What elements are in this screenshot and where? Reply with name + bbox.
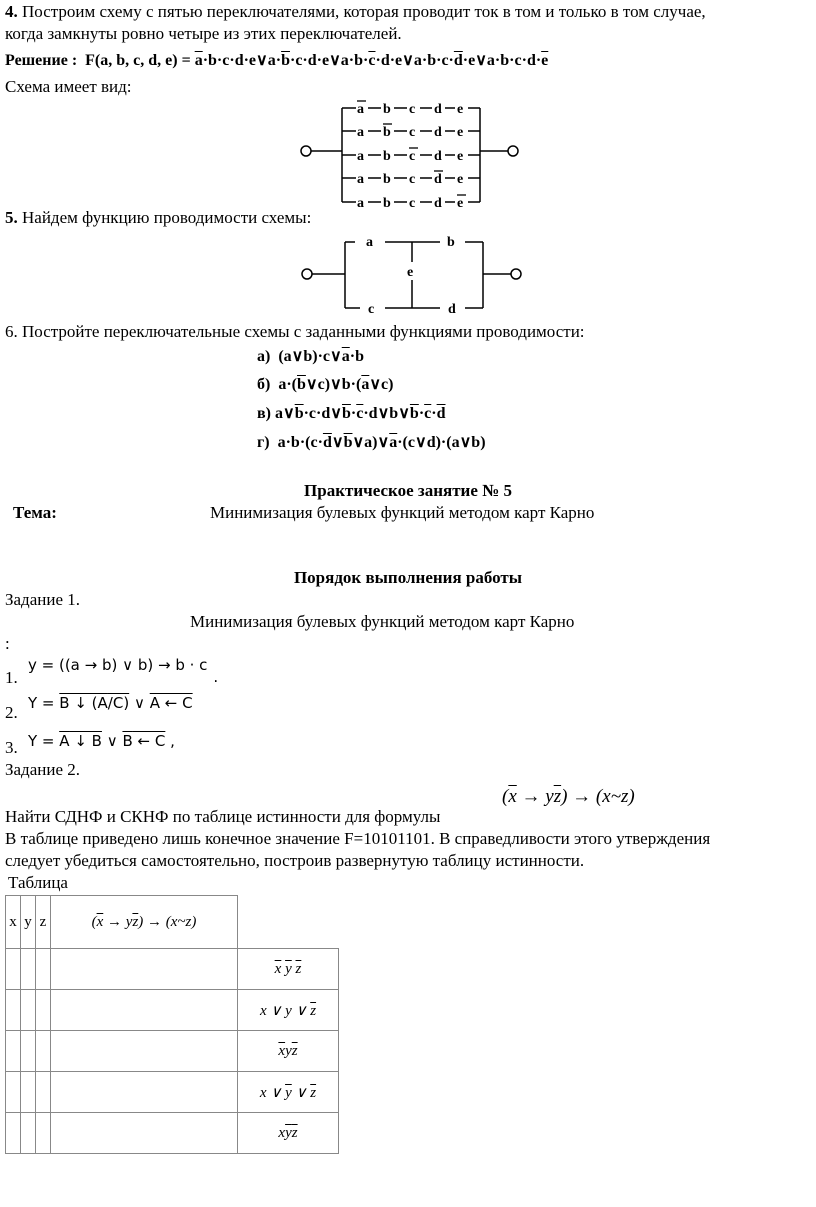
term-cell: x ∨ $\overline{y}$ ∨ $\overline{z}$ <box>238 1072 339 1113</box>
term-cell: $\overline{x}$ $\overline{y}$ $\overline{z}$ <box>238 949 339 990</box>
item6-formula-d: г) $a\cdot b\cdot(c\cdot\overline{d}\vee\overline{b}\vee a)\vee\overline{a}\cdot(c\vee d)\cdot(a\vee b)$ <box>257 434 486 451</box>
truth-table <box>5 895 339 1154</box>
table-row <box>6 1031 339 1072</box>
table-row <box>6 990 339 1031</box>
scheme1-switch-label: b <box>383 125 391 140</box>
scheme1-switch-label: b <box>383 172 391 187</box>
item6-label-a: а) <box>257 348 271 365</box>
header-formula: $(\overline{x} \to y\overline{z})$ → (x~z) <box>51 896 238 949</box>
task2-line3: следует убедиться самостоятельно, построив развернутую таблицу истинности. <box>5 851 585 870</box>
scheme1-switch-label: c <box>409 149 416 164</box>
practical-title: Практическое занятие № 5 <box>304 481 512 500</box>
item4-text-line1: Построим схему с пятью переключателями, которая проводит ток в том и только в том случае, <box>22 2 706 21</box>
scheme2-label-b: b <box>447 235 455 250</box>
scheme1-switch-label: c <box>409 125 416 140</box>
header-y: y <box>21 896 36 949</box>
scheme1-switch-label: b <box>383 196 391 211</box>
scheme1-switch-label: b <box>383 149 391 164</box>
procedure-heading: Порядок выполнения работы <box>293 568 523 587</box>
table-header-row <box>6 896 339 949</box>
scheme1-switch-label: d <box>434 196 442 211</box>
task1-colon: : <box>5 634 10 653</box>
table-caption: Таблица <box>8 873 68 892</box>
scheme1-switch-label: e <box>457 196 464 211</box>
term-cell: $\overline{x}y\overline{z}$ <box>238 1031 339 1072</box>
task1-item3-num: 3. <box>5 738 18 757</box>
task1-title: Минимизация булевых функций методом карт Карно <box>190 612 575 631</box>
scheme2-label-a: a <box>366 235 373 250</box>
item4-text-line2: когда замкнуты ровно четыре из этих переключателей. <box>5 24 402 43</box>
scheme2-label-c: c <box>368 302 375 317</box>
task1-item1-num: 1. <box>5 668 18 687</box>
header-z: z <box>36 896 51 949</box>
topic-label: Тема: <box>13 503 57 522</box>
item5-line <box>5 208 311 228</box>
scheme1-switch-label: c <box>409 172 416 187</box>
scheme1-switch-label: a <box>357 196 364 211</box>
item6-label-c: в) <box>257 405 271 422</box>
scheme1-switch-label: a <box>357 149 364 164</box>
scheme1-switch-label: c <box>409 102 416 117</box>
item5-number: 5. <box>5 208 18 227</box>
solution-formula-lhs: F(a, b, c, d, e) = <box>85 52 191 69</box>
table-row <box>6 1072 339 1113</box>
scheme1-right-terminal <box>508 146 518 156</box>
scheme-intro: Схема имеет вид: <box>5 77 132 96</box>
task1-item2-num: 2. <box>5 703 18 722</box>
scheme1-switch-label: c <box>409 196 416 211</box>
term-cell: $x\overline{y}\overline{z}$ <box>238 1113 339 1154</box>
scheme1-switch-label: e <box>457 149 464 164</box>
scheme1-switch-label: d <box>434 149 442 164</box>
task2-line1: Найти СДНФ и СКНФ по таблице истинности для формулы <box>5 807 441 826</box>
solution-formula <box>5 50 548 70</box>
scheme1-switch-label: e <box>457 125 464 140</box>
scheme1-switch-label: d <box>434 102 442 117</box>
scheme2-diagram <box>290 230 530 320</box>
item6-formula-b: б) $a\cdot(\overline{b}\vee c)\vee b\cdot(\overline{a}\vee c)$ <box>257 376 394 393</box>
scheme1-diagram <box>290 96 530 216</box>
item4-number: 4. <box>5 2 18 21</box>
scheme1-left-terminal <box>301 146 311 156</box>
item6-text: 6. Постройте переключательные схемы с заданными функциями проводимости: <box>5 322 585 341</box>
table-row <box>6 1113 339 1154</box>
task1-formula2: Y = B ↓ (A/C) ∨ A ← C <box>28 694 193 712</box>
scheme2-label-e: e <box>407 265 414 280</box>
task1-formula1: y = ((a → b) ∨ b) → b · c. <box>28 656 219 686</box>
item4-line1 <box>5 2 706 22</box>
task2-formula: $(\overline{x} \to y\overline{z})$ → (x~z) <box>502 786 635 807</box>
scheme1-switch-label: d <box>434 172 442 187</box>
item6-formula-c: в) $a\vee\overline{b}\cdot c\cdot d\vee\overline{b}\cdot\overline{c}\cdot d\vee b\vee\overline{b}\cdot\overline{c}\cdot\overline{d}$ <box>257 405 446 422</box>
item5-text: Найдем функцию проводимости схемы: <box>22 208 312 227</box>
scheme1-switch-label: e <box>457 172 464 187</box>
scheme1-switch-label: d <box>434 125 442 140</box>
scheme1-switch-label: e <box>457 102 464 117</box>
task1-label: Задание 1. <box>5 590 80 609</box>
solution-formula-rhs: $\overline{a}\cdot b\cdot c\cdot d\cdot e\vee a\cdot\overline{b}\cdot c\cdot d\cdot e\vee a\cdot b\cdot\overline{c}\cdot d\cdot e\vee a\cdot b\cdot c\cdot\overline{d}\cdot e\vee a\cdot b\cdot c\cdot d\cdot\overline{e}$ <box>194 52 549 69</box>
scheme1-switch-label: a <box>357 172 364 187</box>
item6-label-d: г) <box>257 434 270 451</box>
table-row <box>6 949 339 990</box>
term-cell: x ∨ y ∨ $\overline{z}$ <box>238 990 339 1031</box>
scheme1-switch-label: a <box>357 125 364 140</box>
task1-formula3: Y = A ↓ B ∨ B ← C , <box>28 732 175 750</box>
scheme2-label-d: d <box>448 302 456 317</box>
topic-text: Минимизация булевых функций методом карт Карно <box>210 503 595 522</box>
header-x: x <box>6 896 21 949</box>
task2-title: Задание 2. <box>5 760 80 779</box>
solution-label: Решение : <box>5 52 78 69</box>
item6-formula-a: а) $(a\vee b)\cdot c\vee\overline{a}\cdot b$ <box>257 348 364 365</box>
scheme1-switch-label: a <box>357 102 364 117</box>
item6-label-b: б) <box>257 376 271 393</box>
task2-line2: В таблице приведено лишь конечное значение F=10101101. В справедливости этого утверждения <box>5 829 711 848</box>
scheme1-switch-label: b <box>383 102 391 117</box>
